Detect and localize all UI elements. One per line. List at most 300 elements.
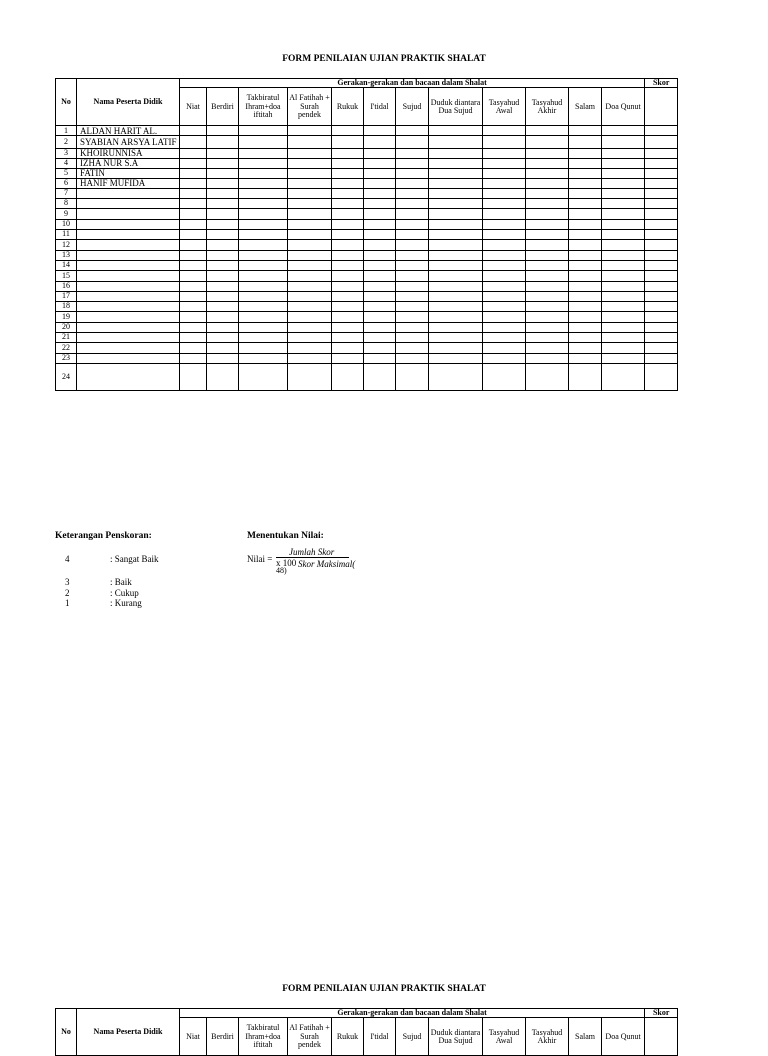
score-cell xyxy=(429,239,483,250)
row-number: 15 xyxy=(56,270,77,281)
score-cell xyxy=(364,250,396,260)
score-cell xyxy=(239,149,288,159)
score-cell xyxy=(332,342,364,353)
score-cell xyxy=(396,270,429,281)
score-cell xyxy=(207,332,239,342)
total-score-cell xyxy=(645,239,678,250)
score-cell xyxy=(396,178,429,188)
score-cell xyxy=(364,178,396,188)
score-cell xyxy=(483,250,526,260)
header-name: Nama Peserta Didik xyxy=(77,79,180,126)
score-cell xyxy=(288,198,332,208)
score-cell xyxy=(396,158,429,168)
score-cell xyxy=(429,188,483,198)
score-cell xyxy=(239,332,288,342)
score-cell xyxy=(526,291,569,301)
score-cell xyxy=(526,260,569,270)
score-cell xyxy=(526,363,569,390)
score-cell xyxy=(180,270,207,281)
score-cell xyxy=(180,149,207,159)
student-name xyxy=(77,188,180,198)
score-cell xyxy=(239,270,288,281)
total-score-cell xyxy=(645,353,678,363)
score-cell xyxy=(602,353,645,363)
score-cell xyxy=(602,136,645,149)
score-cell xyxy=(180,229,207,239)
score-cell xyxy=(239,126,288,136)
score-cell xyxy=(239,353,288,363)
score-cell xyxy=(180,332,207,342)
table-row xyxy=(56,250,678,260)
score-cell xyxy=(569,178,602,188)
score-cell xyxy=(207,149,239,159)
score-cell xyxy=(207,126,239,136)
score-cell xyxy=(602,158,645,168)
header-criterion: Berdiri xyxy=(207,1018,239,1056)
score-cell xyxy=(364,353,396,363)
formula-denominator: Skor Maksimal( xyxy=(298,559,356,569)
student-name xyxy=(77,208,180,219)
header-criterion: Tasyahud Akhir xyxy=(526,88,569,126)
score-cell xyxy=(396,250,429,260)
row-number: 18 xyxy=(56,301,77,311)
score-cell xyxy=(569,158,602,168)
score-cell xyxy=(602,342,645,353)
score-cell xyxy=(288,363,332,390)
score-cell xyxy=(332,178,364,188)
student-name: FATIN xyxy=(77,168,180,178)
score-cell xyxy=(569,149,602,159)
score-cell xyxy=(526,322,569,332)
score-cell xyxy=(396,229,429,239)
header-criterion: Sujud xyxy=(396,1018,429,1056)
score-cell xyxy=(429,260,483,270)
total-score-cell xyxy=(645,219,678,229)
score-cell xyxy=(288,250,332,260)
score-cell xyxy=(569,260,602,270)
score-cell xyxy=(483,322,526,332)
score-cell xyxy=(207,208,239,219)
score-cell xyxy=(180,239,207,250)
score-cell xyxy=(180,219,207,229)
score-cell xyxy=(483,188,526,198)
score-cell xyxy=(396,301,429,311)
score-cell xyxy=(364,301,396,311)
score-cell xyxy=(332,126,364,136)
total-score-cell xyxy=(645,270,678,281)
assessment-table-repeat xyxy=(55,1008,678,1056)
score-cell xyxy=(526,311,569,322)
score-cell xyxy=(364,291,396,301)
student-name xyxy=(77,291,180,301)
score-cell xyxy=(429,219,483,229)
score-cell xyxy=(332,158,364,168)
student-name xyxy=(77,270,180,281)
score-cell xyxy=(332,239,364,250)
table-row xyxy=(56,178,678,188)
score-cell xyxy=(364,149,396,159)
score-cell xyxy=(483,158,526,168)
score-cell xyxy=(569,342,602,353)
student-name xyxy=(77,353,180,363)
score-cell xyxy=(569,270,602,281)
score-cell xyxy=(396,353,429,363)
score-cell xyxy=(602,311,645,322)
score-cell xyxy=(429,126,483,136)
student-name xyxy=(77,322,180,332)
header-criterion: I'tidal xyxy=(364,1018,396,1056)
score-cell xyxy=(239,239,288,250)
score-cell xyxy=(569,198,602,208)
score-cell xyxy=(364,136,396,149)
table-row xyxy=(56,198,678,208)
score-cell xyxy=(332,270,364,281)
score-cell xyxy=(602,208,645,219)
score-cell xyxy=(396,149,429,159)
score-cell xyxy=(429,229,483,239)
score-cell xyxy=(602,126,645,136)
score-cell xyxy=(332,229,364,239)
header-criterion: Takbiratul Ihram+doa iftitah xyxy=(239,1018,288,1056)
score-cell xyxy=(483,208,526,219)
table-row xyxy=(56,158,678,168)
row-number: 10 xyxy=(56,219,77,229)
score-cell xyxy=(288,178,332,188)
table-row xyxy=(56,260,678,270)
header-criterion: Duduk diantara Dua Sujud xyxy=(429,1018,483,1056)
row-number: 2 xyxy=(56,136,77,149)
header-criterion: Duduk diantara Dua Sujud xyxy=(429,88,483,126)
row-number: 7 xyxy=(56,188,77,198)
header-criterion: I'tidal xyxy=(364,88,396,126)
score-cell xyxy=(526,229,569,239)
table-row xyxy=(56,239,678,250)
total-score-cell xyxy=(645,198,678,208)
row-number: 22 xyxy=(56,342,77,353)
header-criterion: Doa Qunut xyxy=(602,88,645,126)
score-cell xyxy=(239,363,288,390)
score-cell xyxy=(364,332,396,342)
student-name xyxy=(77,301,180,311)
score-cell xyxy=(569,229,602,239)
table-row xyxy=(56,342,678,353)
table-row xyxy=(56,332,678,342)
row-number: 24 xyxy=(56,363,77,390)
score-cell xyxy=(483,219,526,229)
header-name: Nama Peserta Didik xyxy=(77,1009,180,1056)
score-cell xyxy=(569,363,602,390)
score-cell xyxy=(288,126,332,136)
student-name: HANIF MUFIDA xyxy=(77,178,180,188)
score-cell xyxy=(526,126,569,136)
score-cell xyxy=(180,301,207,311)
score-cell xyxy=(483,149,526,159)
header-criterion: Berdiri xyxy=(207,88,239,126)
score-cell xyxy=(569,322,602,332)
header-criterion: Sujud xyxy=(396,88,429,126)
header-criterion: Niat xyxy=(180,88,207,126)
header-group: Gerakan-gerakan dan bacaan dalam Shalat xyxy=(180,79,645,88)
score-cell xyxy=(332,322,364,332)
student-name xyxy=(77,342,180,353)
header-criterion: Tasyahud Awal xyxy=(483,88,526,126)
student-name: KHOIRUNNISA xyxy=(77,149,180,159)
score-cell xyxy=(288,219,332,229)
score-cell xyxy=(180,188,207,198)
score-cell xyxy=(602,332,645,342)
score-cell xyxy=(180,198,207,208)
score-cell xyxy=(364,198,396,208)
score-cell xyxy=(364,270,396,281)
score-cell xyxy=(207,219,239,229)
score-cell xyxy=(602,178,645,188)
score-cell xyxy=(207,363,239,390)
score-cell xyxy=(569,250,602,260)
score-cell xyxy=(288,229,332,239)
score-cell xyxy=(364,281,396,291)
score-cell xyxy=(332,149,364,159)
score-cell xyxy=(396,136,429,149)
score-cell xyxy=(526,270,569,281)
table-row xyxy=(56,219,678,229)
score-cell xyxy=(569,291,602,301)
score-cell xyxy=(483,311,526,322)
legend-score: 3 xyxy=(65,577,70,587)
score-cell xyxy=(396,260,429,270)
score-cell xyxy=(569,168,602,178)
score-cell xyxy=(180,260,207,270)
score-cell xyxy=(429,342,483,353)
header-criterion: Tasyahud Awal xyxy=(483,1018,526,1056)
row-number: 3 xyxy=(56,149,77,159)
score-cell xyxy=(569,353,602,363)
page-title-repeat: FORM PENILAIAN UJIAN PRAKTIK SHALAT xyxy=(282,984,486,994)
header-skor: Skor xyxy=(645,79,678,88)
formula-multiplier: x 100 xyxy=(276,558,297,568)
score-cell xyxy=(364,188,396,198)
row-number: 4 xyxy=(56,158,77,168)
score-cell xyxy=(429,270,483,281)
table-row xyxy=(56,149,678,159)
score-cell xyxy=(429,301,483,311)
score-cell xyxy=(288,208,332,219)
total-score-cell xyxy=(645,260,678,270)
score-cell xyxy=(364,158,396,168)
header-criterion: Tasyahud Akhir xyxy=(526,1018,569,1056)
score-cell xyxy=(288,342,332,353)
score-cell xyxy=(483,239,526,250)
score-cell xyxy=(288,322,332,332)
score-cell xyxy=(207,281,239,291)
student-name xyxy=(77,229,180,239)
score-cell xyxy=(429,178,483,188)
score-cell xyxy=(364,126,396,136)
score-cell xyxy=(332,291,364,301)
score-cell xyxy=(429,158,483,168)
score-cell xyxy=(526,281,569,291)
score-cell xyxy=(180,281,207,291)
score-cell xyxy=(364,260,396,270)
row-number: 11 xyxy=(56,229,77,239)
student-name xyxy=(77,260,180,270)
score-cell xyxy=(364,311,396,322)
score-cell xyxy=(288,281,332,291)
score-cell xyxy=(602,149,645,159)
row-number: 19 xyxy=(56,311,77,322)
score-cell xyxy=(288,239,332,250)
total-score-cell xyxy=(645,311,678,322)
score-cell xyxy=(569,239,602,250)
score-cell xyxy=(396,239,429,250)
score-cell xyxy=(332,136,364,149)
score-cell xyxy=(239,301,288,311)
score-cell xyxy=(332,353,364,363)
score-cell xyxy=(526,342,569,353)
score-cell xyxy=(239,136,288,149)
total-score-cell xyxy=(645,149,678,159)
score-cell xyxy=(288,149,332,159)
student-name: IZHA NUR S.A xyxy=(77,158,180,168)
total-score-cell xyxy=(645,229,678,239)
score-cell xyxy=(364,208,396,219)
score-cell xyxy=(526,198,569,208)
header-criterion: Rukuk xyxy=(332,88,364,126)
score-cell xyxy=(207,260,239,270)
score-cell xyxy=(483,136,526,149)
score-cell xyxy=(239,178,288,188)
table-row xyxy=(56,363,678,390)
student-name xyxy=(77,250,180,260)
score-cell xyxy=(569,219,602,229)
total-score-cell xyxy=(645,158,678,168)
score-cell xyxy=(288,291,332,301)
score-cell xyxy=(602,301,645,311)
score-cell xyxy=(396,311,429,322)
formula-prefix: Nilai = xyxy=(247,554,273,564)
score-cell xyxy=(288,270,332,281)
legend-desc: : Kurang xyxy=(110,598,142,608)
table-row xyxy=(56,322,678,332)
score-cell xyxy=(396,126,429,136)
table-row xyxy=(56,168,678,178)
score-cell xyxy=(569,311,602,322)
score-cell xyxy=(332,198,364,208)
score-cell xyxy=(483,332,526,342)
scoring-legend-title: Keterangan Penskoran: xyxy=(55,531,152,541)
score-cell xyxy=(526,188,569,198)
score-cell xyxy=(288,311,332,322)
legend-desc: : Baik xyxy=(110,577,132,587)
score-cell xyxy=(483,363,526,390)
row-number: 21 xyxy=(56,332,77,342)
score-cell xyxy=(364,229,396,239)
score-cell xyxy=(332,260,364,270)
score-cell xyxy=(602,229,645,239)
score-cell xyxy=(180,126,207,136)
score-cell xyxy=(332,332,364,342)
header-skor: Skor xyxy=(645,1009,678,1018)
score-cell xyxy=(180,353,207,363)
score-cell xyxy=(602,188,645,198)
row-number: 16 xyxy=(56,281,77,291)
score-cell xyxy=(332,168,364,178)
total-score-cell xyxy=(645,281,678,291)
score-cell xyxy=(602,260,645,270)
score-cell xyxy=(239,158,288,168)
score-cell xyxy=(483,301,526,311)
student-name xyxy=(77,311,180,322)
score-cell xyxy=(429,291,483,301)
score-cell xyxy=(602,281,645,291)
student-name: SYABIAN ARSYA LATIF xyxy=(77,136,180,149)
score-cell xyxy=(239,281,288,291)
header-no: No xyxy=(56,79,77,126)
score-cell xyxy=(396,198,429,208)
score-cell xyxy=(239,188,288,198)
score-cell xyxy=(396,281,429,291)
table-row xyxy=(56,208,678,219)
student-name xyxy=(77,198,180,208)
score-cell xyxy=(239,260,288,270)
table-row xyxy=(56,311,678,322)
score-cell xyxy=(332,363,364,390)
score-cell xyxy=(180,158,207,168)
student-name xyxy=(77,219,180,229)
score-cell xyxy=(483,291,526,301)
score-cell xyxy=(396,208,429,219)
score-cell xyxy=(207,301,239,311)
score-cell xyxy=(239,168,288,178)
student-name xyxy=(77,281,180,291)
score-cell xyxy=(180,342,207,353)
table-row xyxy=(56,301,678,311)
score-cell xyxy=(207,136,239,149)
total-score-cell xyxy=(645,291,678,301)
score-cell xyxy=(207,168,239,178)
score-cell xyxy=(429,311,483,322)
header-criterion: Al Fatihah + Surah pendek xyxy=(288,1018,332,1056)
score-cell xyxy=(239,208,288,219)
score-cell xyxy=(364,219,396,229)
score-cell xyxy=(483,260,526,270)
formula-numerator: Jumlah Skor xyxy=(289,547,335,557)
score-cell xyxy=(526,178,569,188)
total-score-cell xyxy=(645,208,678,219)
score-cell xyxy=(239,219,288,229)
row-number: 5 xyxy=(56,168,77,178)
score-cell xyxy=(483,229,526,239)
score-cell xyxy=(429,322,483,332)
row-number: 12 xyxy=(56,239,77,250)
score-cell xyxy=(288,353,332,363)
score-cell xyxy=(602,168,645,178)
total-score-cell xyxy=(645,363,678,390)
legend-score: 2 xyxy=(65,588,70,598)
score-cell xyxy=(207,270,239,281)
score-cell xyxy=(207,229,239,239)
total-score-cell xyxy=(645,136,678,149)
score-cell xyxy=(602,219,645,229)
header-criterion: Niat xyxy=(180,1018,207,1056)
score-cell xyxy=(526,301,569,311)
score-cell xyxy=(569,188,602,198)
score-cell xyxy=(526,353,569,363)
header-criterion: Salam xyxy=(569,1018,602,1056)
total-score-cell xyxy=(645,250,678,260)
score-cell xyxy=(396,322,429,332)
total-score-cell xyxy=(645,188,678,198)
student-name xyxy=(77,239,180,250)
